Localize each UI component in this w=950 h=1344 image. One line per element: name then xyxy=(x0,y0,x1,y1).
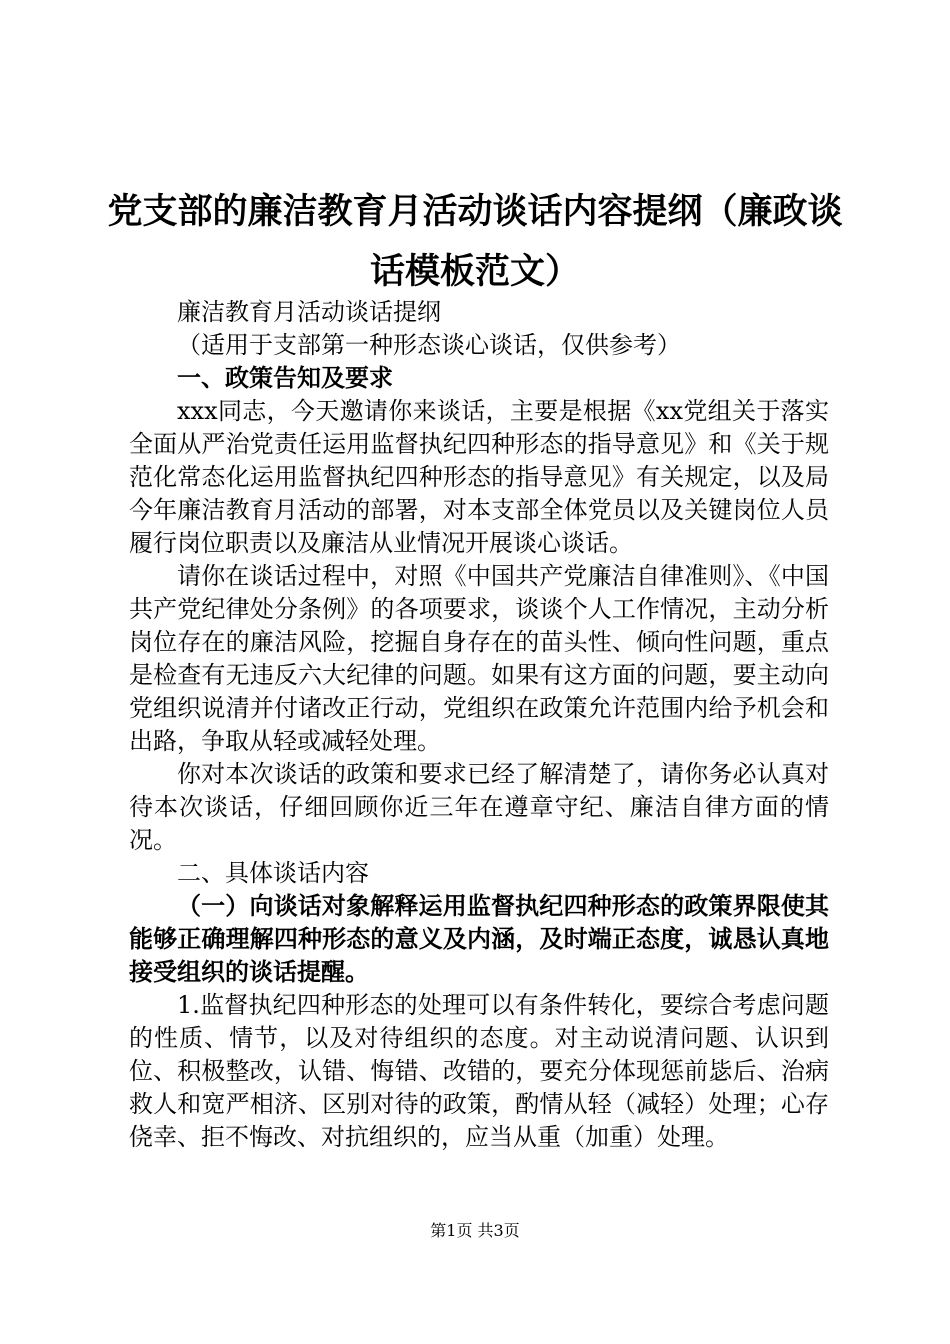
section-1-heading: 一、政策告知及要求 xyxy=(177,364,393,392)
section-1-paragraph-3: 你对本次谈话的政策和要求已经了解清楚了，请你务必认真对待本次谈话，仔细回顾你近三年在遵章守纪、廉洁自律方面的情况。 xyxy=(129,760,829,854)
section-2-item-1: 1.监督执纪四种形态的处理可以有条件转化，要综合考虑问题的性质、情节，以及对待组织的态度。对主动说清问题、认识到位、积极整改，认错、悔错、改错的，要充分体现惩前毖后、治病救人和宽严相济、区别对待的政策，酌情从轻（减轻）处理；心存侥幸、拒不悔改、对抗组织的，应当从重（加重）处理。 xyxy=(129,991,829,1151)
document-title: 党支部的廉洁教育月活动谈话内容提纲（廉政谈话模板范文） xyxy=(107,192,843,292)
page-footer: 第1页 共3页 xyxy=(430,1221,520,1240)
section-2-heading: 二、具体谈话内容 xyxy=(177,859,369,887)
document-body xyxy=(129,296,829,1154)
subtitle: 廉洁教育月活动谈话提纲 xyxy=(177,298,441,326)
section-1-paragraph-1: xxx同志，今天邀请你来谈话，主要是根据《xx党组关于落实全面从严治党责任运用监督执纪四种形态的指导意见》和《关于规范化常态化运用监督执纪四种形态的指导意见》有关规定，以及局今年廉洁教育月活动的部署，对本支部全体党员以及关键岗位人员履行岗位职责以及廉洁从业情况开展谈心谈话。 xyxy=(129,397,829,557)
section-2-subheading-1: （一）向谈话对象解释运用监督执纪四种形态的政策界限使其能够正确理解四种形态的意义及内涵，及时端正态度，诚恳认真地接受组织的谈话提醒。 xyxy=(129,892,829,986)
section-1-paragraph-2: 请你在谈话过程中，对照《中国共产党廉洁自律准则》、《中国共产党纪律处分条例》的各项要求，谈谈个人工作情况，主动分析岗位存在的廉洁风险，挖掘自身存在的苗头性、倾向性问题，重点是检查有无违反六大纪律的问题。如果有这方面的问题，要主动向党组织说清并付诸改正行动，党组织在政策允许范围内给予机会和出路，争取从轻或减轻处理。 xyxy=(129,562,829,755)
usage-note: （适用于支部第一种形态谈心谈话，仅供参考） xyxy=(177,331,681,359)
